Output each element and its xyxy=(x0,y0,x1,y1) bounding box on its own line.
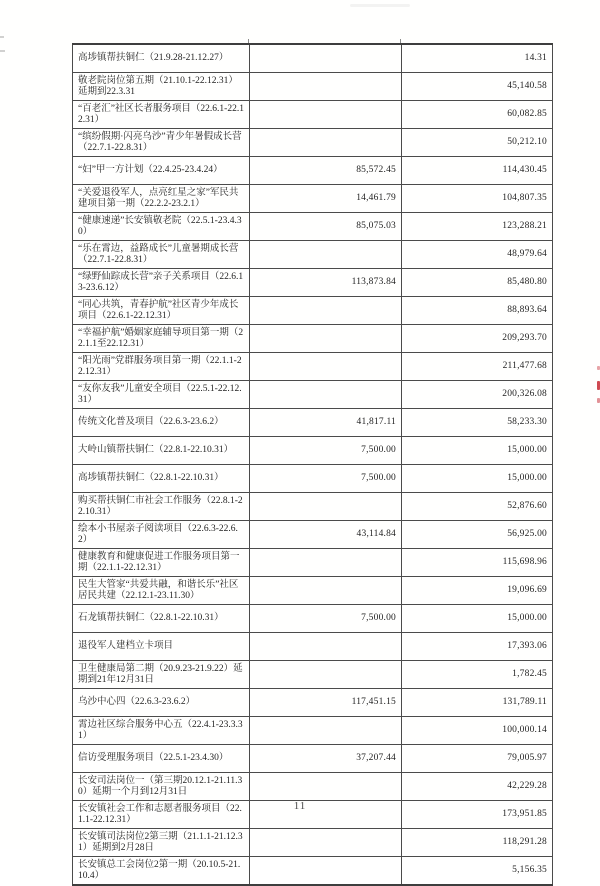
project-name-cell: 乌沙中心四（22.6.3-23.6.2） xyxy=(73,689,250,717)
amount-mid-cell: 7,500.00 xyxy=(250,605,402,633)
project-name-cell: 霄边社区综合服务中心五（22.4.1-23.3.31） xyxy=(73,717,250,745)
amount-mid-cell xyxy=(250,773,402,801)
amount-right-cell: 85,480.80 xyxy=(402,269,553,297)
amount-right-cell: 100,000.14 xyxy=(402,717,553,745)
table-row xyxy=(73,101,553,129)
amount-right-cell: 50,212.10 xyxy=(402,129,553,157)
amount-mid-cell xyxy=(250,101,402,129)
amount-right-cell: 118,291.28 xyxy=(402,829,553,857)
amount-right-cell: 131,789.11 xyxy=(402,689,553,717)
table-row xyxy=(73,773,553,801)
table-row xyxy=(73,633,553,661)
amount-mid-cell xyxy=(250,633,402,661)
amount-right-cell: 19,096.69 xyxy=(402,577,553,605)
project-name-cell: 卫生健康局第二期（20.9.23-21.9.22）延期到21年12月31日 xyxy=(73,661,250,689)
table-row xyxy=(73,269,553,297)
amount-mid-cell xyxy=(250,129,402,157)
project-name-cell: 石龙镇帮扶铜仁（22.8.1-22.10.31） xyxy=(73,605,250,633)
left-edge-mark xyxy=(0,36,4,38)
project-name-cell: “绿野仙踪成长营”亲子关系项目（22.6.13-23.6.12） xyxy=(73,269,250,297)
amount-mid-cell xyxy=(250,549,402,577)
amount-right-cell: 14.31 xyxy=(402,44,553,73)
table-row xyxy=(73,605,553,633)
project-name-cell: “妇”甲一方计划（22.4.25-23.4.24） xyxy=(73,157,250,185)
amount-mid-cell xyxy=(250,297,402,325)
table-row xyxy=(73,717,553,745)
project-name-cell: 购买帮扶铜仁市社会工作服务（22.8.1-22.10.31） xyxy=(73,493,250,521)
amount-mid-cell: 85,572.45 xyxy=(250,157,402,185)
amount-right-cell: 15,000.00 xyxy=(402,437,553,465)
projects-table-body xyxy=(73,44,553,885)
project-name-cell: 绘本小书屋亲子阅读项目（22.6.3-22.6.2） xyxy=(73,521,250,549)
amount-right-cell: 15,000.00 xyxy=(402,605,553,633)
project-name-cell: 长安镇社会工作和志愿者服务项目（22.1.1-22.12.31） xyxy=(73,801,250,829)
table-row xyxy=(73,73,553,101)
table-row xyxy=(73,857,553,886)
amount-mid-cell xyxy=(250,829,402,857)
project-name-cell: 长安司法岗位一（第三期20.12.1-21.11.30）延期一个月到12月31日 xyxy=(73,773,250,801)
project-name-cell: “关爱退役军人，点亮红星之家”军民共建项目第一期（22.2.2-23.2.1） xyxy=(73,185,250,213)
amount-mid-cell: 14,461.79 xyxy=(250,185,402,213)
project-name-cell: “乐在霄边，益路成长”儿童暑期成长营（22.7.1-22.8.31） xyxy=(73,241,250,269)
amount-mid-cell xyxy=(250,353,402,381)
amount-mid-cell: 41,817.11 xyxy=(250,409,402,437)
amount-right-cell: 15,000.00 xyxy=(402,465,553,493)
project-name-cell: 信访受理服务项目（22.5.1-23.4.30） xyxy=(73,745,250,773)
project-name-cell: 退役军人建档立卡项目 xyxy=(73,633,250,661)
amount-mid-cell xyxy=(250,73,402,101)
table-row xyxy=(73,437,553,465)
project-name-cell: 健康教育和健康促进工作服务项目第一期（22.1.1-22.12.31） xyxy=(73,549,250,577)
amount-mid-cell xyxy=(250,577,402,605)
left-edge-mark xyxy=(0,50,5,52)
amount-right-cell: 209,293.70 xyxy=(402,325,553,353)
amount-mid-cell: 117,451.15 xyxy=(250,689,402,717)
table-row xyxy=(73,157,553,185)
amount-right-cell: 17,393.06 xyxy=(402,633,553,661)
project-name-cell: 大岭山镇帮扶铜仁（22.8.1-22.10.31） xyxy=(73,437,250,465)
project-name-cell: 高埗镇帮扶铜仁（21.9.28-21.12.27） xyxy=(73,44,250,73)
amount-mid-cell xyxy=(250,241,402,269)
project-name-cell: 敬老院岗位第五期（21.10.1-22.12.31）延期到22.3.31 xyxy=(73,73,250,101)
amount-right-cell: 79,005.97 xyxy=(402,745,553,773)
table-row xyxy=(73,549,553,577)
amount-right-cell: 200,326.08 xyxy=(402,381,553,409)
table-row xyxy=(73,297,553,325)
amount-right-cell: 104,807.35 xyxy=(402,185,553,213)
amount-right-cell: 5,156.35 xyxy=(402,857,553,886)
project-name-cell: 长安镇总工会岗位2第一期（20.10.5-21.10.4） xyxy=(73,857,250,886)
amount-mid-cell: 37,207.44 xyxy=(250,745,402,773)
project-name-cell: 民生大管家“共爱共融，和谐长乐”社区居民共建（22.12.1-23.11.30） xyxy=(73,577,250,605)
amount-mid-cell xyxy=(250,717,402,745)
amount-mid-cell xyxy=(250,493,402,521)
amount-right-cell: 52,876.60 xyxy=(402,493,553,521)
table-row xyxy=(73,213,553,241)
amount-mid-cell: 43,114.84 xyxy=(250,521,402,549)
table-row xyxy=(73,493,553,521)
project-name-cell: 高埗镇帮扶铜仁（22.8.1-22.10.31） xyxy=(73,465,250,493)
amount-mid-cell xyxy=(250,661,402,689)
amount-right-cell: 211,477.68 xyxy=(402,353,553,381)
amount-right-cell: 173,951.85 xyxy=(402,801,553,829)
amount-mid-cell: 113,873.84 xyxy=(250,269,402,297)
amount-right-cell: 48,979.64 xyxy=(402,241,553,269)
scan-smudge xyxy=(350,4,410,7)
table-row xyxy=(73,829,553,857)
amount-right-cell: 1,782.45 xyxy=(402,661,553,689)
amount-right-cell: 115,698.96 xyxy=(402,549,553,577)
project-name-cell: 传统文化普及项目（22.6.3-23.6.2） xyxy=(73,409,250,437)
amount-right-cell: 60,082.85 xyxy=(402,101,553,129)
table-row xyxy=(73,44,553,73)
amount-mid-cell xyxy=(250,325,402,353)
amount-right-cell: 123,288.21 xyxy=(402,213,553,241)
amount-right-cell: 88,893.64 xyxy=(402,297,553,325)
project-name-cell: “百老汇”社区长者服务项目（22.6.1-22.12.31） xyxy=(73,101,250,129)
table-row xyxy=(73,185,553,213)
project-name-cell: “阳光雨”党群服务项目第一期（22.1.1-22.12.31） xyxy=(73,353,250,381)
table-row xyxy=(73,129,553,157)
table-row xyxy=(73,241,553,269)
amount-right-cell: 42,229.28 xyxy=(402,773,553,801)
table-row xyxy=(73,353,553,381)
project-name-cell: 长安镇司法岗位2第三期（21.1.1-21.12.31）延期到2月28日 xyxy=(73,829,250,857)
table-row xyxy=(73,689,553,717)
amount-mid-cell xyxy=(250,857,402,886)
amount-right-cell: 114,430.45 xyxy=(402,157,553,185)
project-name-cell: “同心共筑，青春护航”社区青少年成长项目（22.6.1-22.12.31） xyxy=(73,297,250,325)
projects-table xyxy=(72,43,553,886)
table-row xyxy=(73,409,553,437)
table-row xyxy=(73,745,553,773)
amount-mid-cell: 7,500.00 xyxy=(250,465,402,493)
project-name-cell: “健康速递”长安镇敬老院（22.5.1-23.4.30） xyxy=(73,213,250,241)
amount-mid-cell: 7,500.00 xyxy=(250,437,402,465)
amount-right-cell: 58,233.30 xyxy=(402,409,553,437)
project-name-cell: “幸福护航”婚姻家庭辅导项目第一期（22.1.1至22.12.31） xyxy=(73,325,250,353)
table-row xyxy=(73,325,553,353)
table-row xyxy=(73,521,553,549)
table-row xyxy=(73,577,553,605)
page-number: 11 xyxy=(293,800,307,812)
amount-mid-cell: 85,075.03 xyxy=(250,213,402,241)
amount-right-cell: 45,140.58 xyxy=(402,73,553,101)
table-row xyxy=(73,381,553,409)
project-name-cell: “缤纷假期·闪亮乌沙”青少年暑假成长营（22.7.1-22.8.31） xyxy=(73,129,250,157)
amount-mid-cell xyxy=(250,381,402,409)
project-name-cell: “友你友我”儿童安全项目（22.5.1-22.12.31） xyxy=(73,381,250,409)
amount-mid-cell xyxy=(250,44,402,73)
amount-right-cell: 56,925.00 xyxy=(402,521,553,549)
table-row xyxy=(73,465,553,493)
table-row xyxy=(73,661,553,689)
